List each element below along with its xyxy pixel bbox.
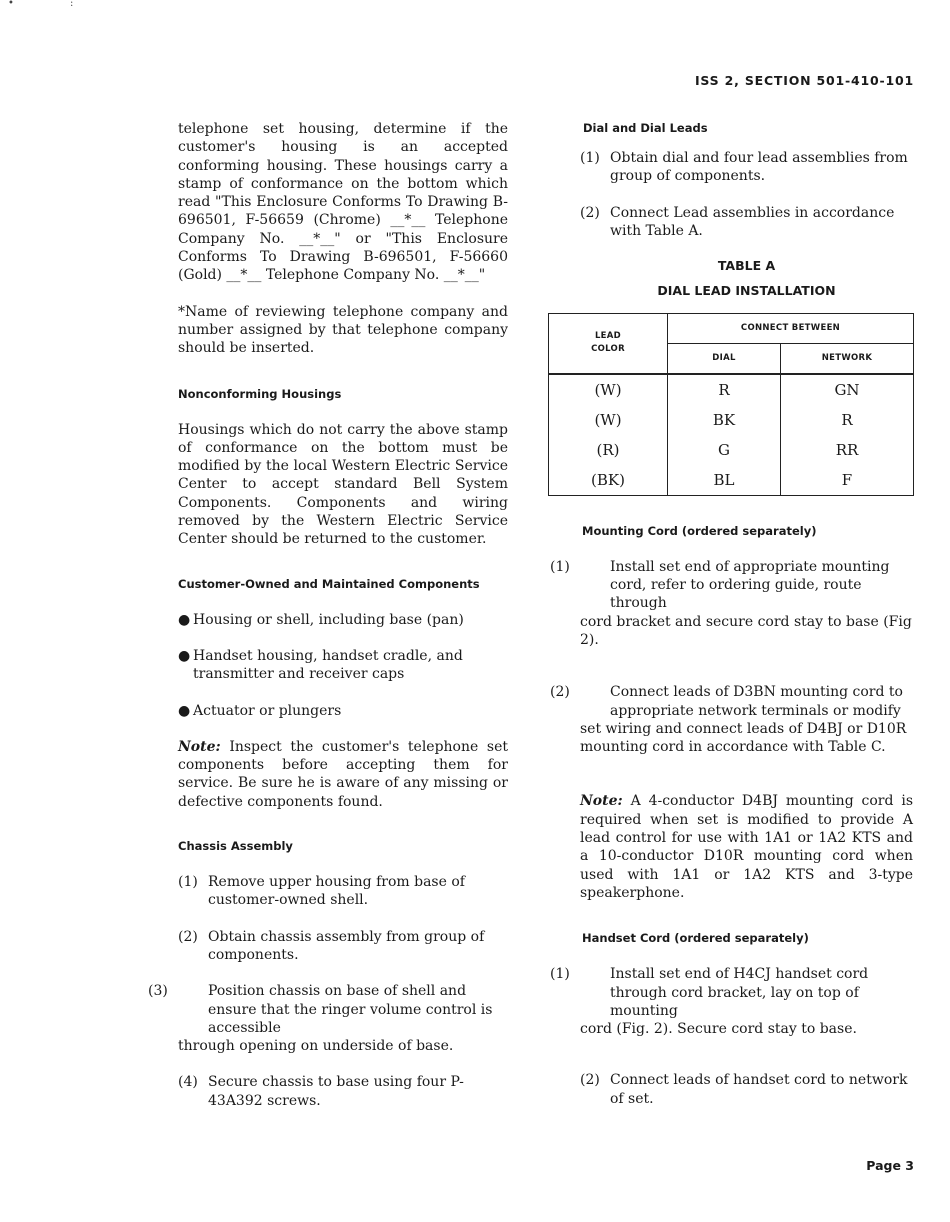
dial-cell: BK: [668, 405, 781, 435]
lead-cell: (R): [549, 435, 668, 465]
step-number: (1): [580, 150, 600, 166]
bullet-item: [178, 647, 508, 684]
connect-between-header: CONNECT BETWEEN: [668, 313, 914, 343]
color-header-line: COLOR: [591, 344, 625, 355]
note-paragraph: [178, 738, 508, 811]
step-text: Connect leads of handset cord to network of set.: [610, 1072, 908, 1107]
step-text: Remove upper housing from base of customer-owned shell.: [208, 874, 465, 909]
chassis-step: [178, 1073, 508, 1110]
table-title: TABLE A: [717, 258, 776, 274]
footnote-paragraph: *Name of reviewing telephone company and number assigned by that telephone company should be inserted.: [178, 303, 508, 357]
step-number: (2): [550, 684, 570, 701]
mounting-note-paragraph: [580, 792, 913, 902]
bullet-icon: ●: [178, 611, 191, 628]
table-subtitle: DIAL LEAD INSTALLATION: [657, 283, 836, 299]
lead-cell: (BK): [549, 465, 668, 496]
step-text-continued: cord bracket and secure cord stay to base (Fig 2).: [580, 613, 912, 648]
bullet-item: [178, 611, 508, 629]
dial-cell: G: [668, 435, 781, 465]
step-first-lines: [148, 982, 508, 1037]
lead-cell: (W): [549, 374, 668, 405]
table-row: [549, 465, 914, 496]
mounting-step: [550, 683, 913, 756]
section-header: ISS 2, SECTION 501-410-101: [694, 73, 914, 88]
step-text: Install set end of H4CJ handset cord through cord bracket, lay on top of mounting: [610, 966, 869, 1019]
conforming-housing-paragraph: telephone set housing, determine if the customer's housing is an accepted conforming housing. These housings carry a stamp of conformance on the bottom which read "This Enclosure Conforms To Drawing B-696501, F-56659 (Chrome) __*__ Telephone Company No. __*__" or "This Enclosure Conforms To Drawing B-696501, F-56660 (Gold) __*__ Telephone Company No. __*__": [178, 121, 508, 284]
bullet-icon: ●: [178, 702, 191, 719]
step-number: (2): [178, 928, 198, 945]
note-text: A 4-conductor D4BJ mounting cord is required when set is modified to provide A lead control for use with 1A1 or 1A2 KTS and a 10-conductor D10R mounting cord when used with 1A1 or 1A2 KTS and 3-type speakerphone.: [580, 793, 914, 901]
table-row: [549, 405, 914, 435]
lead-cell: (W): [549, 405, 668, 435]
table-row: [549, 435, 914, 465]
customer-owned-heading: Customer-Owned and Maintained Components: [178, 576, 480, 591]
handset-step: [580, 1071, 913, 1108]
lead-color-header: [549, 313, 668, 374]
step-number: (1): [178, 874, 198, 891]
step-first-lines: [550, 965, 913, 1020]
left-column: [148, 120, 508, 1110]
dial-column-header: DIAL: [668, 343, 781, 374]
bullet-item: [178, 702, 508, 720]
page-number: Page 3: [866, 1158, 914, 1173]
right-column: [550, 120, 914, 1108]
step-text: Obtain dial and four lead assemblies from group of components.: [610, 150, 908, 185]
handset-cord-heading: Handset Cord (ordered separately): [582, 931, 809, 946]
scan-speck: :: [70, 0, 74, 9]
step-number: (3): [148, 983, 168, 1000]
step-text: Position chassis on base of shell and ensure that the ringer volume control is accessible: [208, 983, 493, 1036]
dial-step: [580, 204, 913, 241]
step-text-continued: through opening on underside of base.: [178, 1038, 454, 1055]
note-text: Inspect the customer's telephone set components before accepting them for service. Be sure he is aware of any missing or defective components found.: [178, 738, 508, 810]
step-text-continued: cord (Fig. 2). Secure cord stay to base.: [580, 1021, 857, 1038]
step-text: Connect leads of D3BN mounting cord to appropriate network terminals or modify: [610, 684, 903, 719]
nonconforming-paragraph: Housings which do not carry the above stamp of conformance on the bottom must be modified by the local Western Electric Service Center to accept standard Bell System Components. Components and wiring removed by the Western Electric Service Center should be returned to the customer.: [178, 421, 508, 548]
chassis-heading: Chassis Assembly: [178, 839, 293, 854]
step-number: (2): [580, 204, 600, 221]
note-label: Note:: [580, 793, 623, 810]
bullet-text: Housing or shell, including base (pan): [193, 611, 464, 628]
step-first-lines: [550, 683, 913, 720]
nonconforming-heading: Nonconforming Housings: [178, 386, 342, 401]
step-text: Install set end of appropriate mounting cord, refer to ordering guide, route through: [610, 558, 890, 612]
dial-lead-table: [548, 313, 914, 496]
step-text-continued: set wiring and connect leads of D4BJ or D10R mounting cord in accordance with Table C.: [580, 720, 907, 756]
chassis-step: [178, 928, 508, 965]
dial-step: [580, 149, 913, 186]
step-number: (1): [550, 558, 570, 575]
step-number: (1): [550, 966, 570, 983]
scan-speck: •: [8, 0, 14, 9]
bullet-text: Actuator or plungers: [193, 702, 342, 719]
lead-header-line: LEAD: [594, 331, 622, 342]
dial-heading: Dial and Dial Leads: [583, 121, 708, 135]
step-first-lines: [550, 558, 913, 613]
note-label: Note:: [178, 738, 221, 755]
step-number: (4): [178, 1074, 198, 1091]
step-text: Connect Lead assemblies in accordance with Table A.: [610, 204, 895, 239]
network-cell: R: [781, 405, 914, 435]
network-cell: F: [781, 465, 914, 496]
mounting-step: [550, 558, 913, 649]
chassis-step: [178, 873, 508, 910]
table-row: [549, 374, 914, 405]
network-cell: RR: [781, 435, 914, 465]
bullet-text: Handset housing, handset cradle, and transmitter and receiver caps: [193, 647, 463, 683]
step-number: (2): [580, 1072, 600, 1089]
bullet-icon: ●: [178, 647, 191, 664]
dial-cell: BL: [668, 465, 781, 496]
network-cell: GN: [781, 374, 914, 405]
handset-step: [550, 965, 913, 1038]
chassis-step: [148, 982, 508, 1055]
mounting-cord-heading: Mounting Cord (ordered separately): [582, 523, 817, 538]
step-text: Secure chassis to base using four P-43A392 screws.: [208, 1074, 464, 1109]
step-text: Obtain chassis assembly from group of components.: [208, 928, 485, 963]
dial-cell: R: [668, 374, 781, 405]
network-column-header: NETWORK: [781, 343, 914, 374]
